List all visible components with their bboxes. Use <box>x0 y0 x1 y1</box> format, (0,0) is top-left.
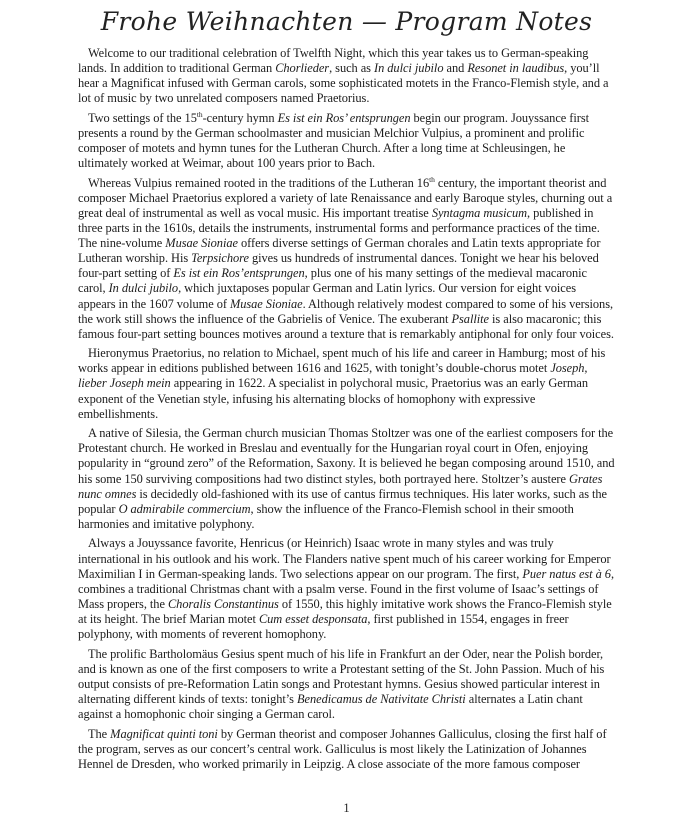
text-segment: , such as <box>329 61 375 76</box>
italic-title: Benedicamus de Nativitate Christi <box>297 691 466 706</box>
text-segment: and <box>443 61 468 76</box>
italic-title: Magnificat quinti toni <box>110 726 218 741</box>
italic-title: Chorlieder <box>275 61 330 76</box>
page-title: Frohe Weihnachten — Program Notes <box>100 7 593 36</box>
text-segment: , plus one of his many settings of the medieval macaronic carol, <box>78 266 588 296</box>
italic-title: Joseph, lieber Joseph mein <box>78 361 588 391</box>
text-segment: begin our program. Jouyssance first presents a round by the German schoolmaster and musician Melchior Vulpius, a prominent and prolific composer of motets and hymn tunes for the Lutheran Church. After a long time at Schleusingen, he ultimately worked at Weimar, about 100 years prior to Bach. <box>78 110 589 171</box>
text-segment: is also macaronic; this famous four-part setting bounces motives around a texture that is remarkably antiphonal for only four voices. <box>78 311 614 341</box>
text-segment: , published in three parts in the 1610s, details the instruments, instrumental forms and performance practices of the time. The nine-volume <box>78 205 600 251</box>
text-segment: appearing in 1622. A specialist in polychoral music, Praetorius was an early German exponent of the Venetian style, infusing his alternating blocks of homophony with expressive embellishments. <box>78 376 589 421</box>
superscript: th <box>429 174 435 184</box>
text-segment: century, the important theorist and composer Michael Praetorius explored a variety of late Renaissance and early Baroque styles, churning out a great deal of instrumental as well as vocal music. His important treatise <box>78 175 613 220</box>
paragraph <box>78 46 615 106</box>
text-segment: , which juxtaposes popular German and Latin lyrics. Our version for eight voices appears in the 1607 volume of <box>78 281 576 311</box>
paragraph <box>78 176 615 342</box>
text-segment: Two settings of the 15 <box>88 110 197 125</box>
italic-title: Choralis Constantinus <box>167 596 279 611</box>
italic-title: Psallite <box>451 311 489 326</box>
page-number: 1 <box>343 801 350 815</box>
italic-title: Es ist ein Ros’entsprungen <box>173 266 305 281</box>
italic-title: Resonet in laudibus <box>467 61 565 76</box>
italic-title: Musae Sioniae <box>165 236 238 251</box>
italic-title: Es ist ein Ros’ entsprungen <box>277 110 411 125</box>
text-segment: , combines a traditional Christmas chant with a psalm verse. Found in the first volume of Isaac’s settings of Mass propers, the <box>78 566 615 611</box>
paragraph <box>78 346 615 421</box>
text-segment: of 1550, this highly imitative work shows the Franco-Flemish style at its height. The brief Marian motet <box>78 596 612 626</box>
text-segment: Welcome to our traditional celebration of Twelfth Night, which this year takes us to German-speaking lands. In addition to traditional German <box>78 46 589 76</box>
text-segment: Hieronymus Praetorius, no relation to Michael, spent much of his life and career in Hamburg; most of his works appear in editions published between 1616 and 1625, with tonight’s double-chorus motet <box>78 346 606 376</box>
italic-title: Musae Sioniae <box>229 296 303 311</box>
italic-title: Syntagma musicum <box>431 205 528 220</box>
text-segment: A native of Silesia, the German church musician Thomas Stoltzer was one of the earliest composers for the Protestant church. He worked in Breslau and eventually for the Hungarian royal court in Ofen, enjoying popularity in “ground zero” of the Reformation, Saxony. It is believed he began composing around 1510, and his some 150 surviving compositions had two distinct styles, both portrayed here. Stoltzer’s austere <box>78 426 615 486</box>
paragraph <box>78 111 615 171</box>
text-segment: . Although relatively modest compared to some of his versions, the work still shows the influence of the Gabrielis of Venice. The exuberant <box>78 296 614 326</box>
italic-title: Puer natus est à 6 <box>522 566 611 581</box>
text-segment: offers diverse settings of German chorales and Latin texts appropriate for Lutheran worship. His <box>78 236 601 266</box>
paragraph <box>78 647 615 722</box>
text-segment: alternates a Latin chant against a homophonic choir singing a German carol. <box>78 691 583 721</box>
text-segment: Whereas Vulpius remained rooted in the traditions of the Lutheran 16 <box>88 175 430 190</box>
italic-title: Terpsichore <box>191 251 249 266</box>
paragraph <box>78 426 615 532</box>
body-text <box>78 46 615 772</box>
text-segment: , first published in 1554, engages in freer polyphony, with moments of reverent homophony. <box>78 611 569 641</box>
text-segment: gives us hundreds of instrumental dances. Tonight we hear his beloved four-part setting of <box>78 251 599 281</box>
italic-title: Cum esset desponsata <box>258 611 368 626</box>
text-segment: , show the influence of the Franco-Flemish school in their smooth harmonies and imitative polyphony. <box>78 501 574 531</box>
text-segment: Always a Jouyssance favorite, Henricus (or Heinrich) Isaac wrote in many styles and was truly international in his outlook and his work. The Flanders native spent much of his career working for Emperor Maximilian I in German-speaking lands. Two selections appear on our program. The first, <box>78 536 611 581</box>
italic-title: In dulci jubilo <box>374 61 444 76</box>
italic-title: In dulci jubilo <box>108 281 179 296</box>
italic-title: Grates nunc omnes <box>78 471 603 501</box>
superscript: th <box>196 109 203 119</box>
text-segment: by German theorist and composer Johannes Galliculus, closing the first half of the program, serves as our concert’s central work. Galliculus is most likely the Latinization of Johannes Hennel de Dresden, who worked primarily in Leipzig. A close associate of the more famous composer <box>78 726 607 771</box>
italic-title: O admirabile commercium <box>118 501 251 516</box>
paragraph <box>78 727 615 772</box>
text-segment: , you’ll hear a Magnificat infused with German carols, some sophisticated motets in the Franco-Flemish style, and a lot of music by two unrelated composers named Praetorius. <box>78 61 609 106</box>
text-segment: -century hymn <box>202 110 278 125</box>
text-segment: is decidedly old-fashioned with its use of cantus firmus techniques. His later works, such as the popular <box>78 486 608 516</box>
paragraph <box>78 536 615 642</box>
text-segment: The <box>88 726 111 741</box>
text-segment: The prolific Bartholomäus Gesius spent much of his life in Frankfurt an der Oder, near the Polish border, and is known as one of the first composers to write a Protestant setting of the St. John Passion. Much of his output consists of pre-Reformation Latin songs and Protestant hymns. Gesius showed particular interest in alternating different kinds of texts: tonight’s <box>78 646 605 706</box>
